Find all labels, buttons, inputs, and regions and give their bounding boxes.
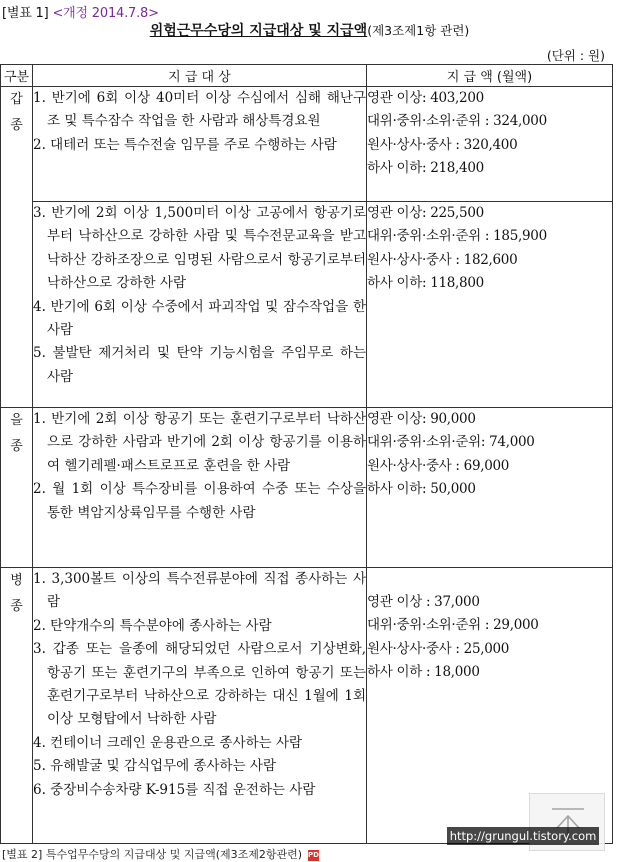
amount-line: 대위·중위·소위·준위: 74,000 <box>367 434 535 451</box>
target-cell <box>33 568 367 844</box>
target-item: 5. 유해발굴 및 감식업무에 종사하는 사람 <box>33 758 276 775</box>
amount-spacer <box>367 568 612 591</box>
group-label-gap <box>1 87 33 408</box>
target-cell <box>33 202 367 408</box>
group-label-char: 갑 종 <box>10 92 23 133</box>
target-item: 1. 반기에 6회 이상 40미터 이상 수심에서 심해 해난구조 및 특수잠수 작업을 한 사람과 해상특경요원 <box>33 90 366 130</box>
column-header-targets: 지 급 대 상 <box>33 65 367 87</box>
target-item: 6. 중장비수송차량 K-915를 직접 운전하는 사람 <box>33 781 316 798</box>
amount-line: 영관 이상: 90,000 <box>367 411 476 427</box>
target-item: 4. 컨테이너 크레인 운용관으로 종사하는 사람 <box>33 734 303 751</box>
amount-line: 하사 이하 : 18,000 <box>367 664 480 681</box>
target-item: 4. 반기에 6회 이상 수중에서 파괴작업 및 잠수작업을 한 사람 <box>33 298 366 339</box>
amount-line: 영관 이상: 403,200 <box>367 90 484 106</box>
next-appendix-link[interactable] <box>2 846 324 862</box>
allowance-table <box>0 64 613 844</box>
target-item: 5. 불발탄 제거처리 및 탄약 기능시험을 주임무로 하는 사람 <box>33 345 366 385</box>
amount-line: 대위·중위·소위·준위 : 324,000 <box>367 113 547 130</box>
page-title <box>0 20 619 40</box>
group-label-byeong <box>1 568 33 844</box>
pdf-icon[interactable]: PDF <box>308 850 324 859</box>
amount-cell <box>367 202 613 408</box>
revision-date: <개정 2014.7.8> <box>52 6 159 21</box>
amount-line: 대위·중위·소위·준위 : 29,000 <box>367 617 539 634</box>
amount-line: 하사 이하: 50,000 <box>367 481 476 498</box>
target-cell <box>33 408 367 568</box>
group-label-char: 병 종 <box>10 573 23 614</box>
column-header-category: 구분 <box>1 65 33 87</box>
amount-line: 하사 이하: 118,800 <box>367 275 484 292</box>
title-sub: (제3조제1항 관련) <box>367 23 470 38</box>
title-main: 위험근무수당의 지급대상 및 지급액 <box>149 23 368 39</box>
group-label-char: 을 종 <box>10 413 23 454</box>
target-item: 1. 3,300볼트 이상의 특수전류분야에 직접 종사하는 사람 <box>33 571 366 611</box>
target-item: 2. 대테러 또는 특수전술 임무를 주로 수행하는 사람 <box>33 136 337 153</box>
appendix-label: [별표 1] <box>2 6 49 21</box>
table-row <box>1 408 613 568</box>
next-appendix-text: [별표 2] 특수업무수당의 지급대상 및 지급액(제3조제2항관련) <box>2 848 303 861</box>
unit-label: (단위 : 원) <box>546 48 605 63</box>
table-row <box>1 87 613 202</box>
blog-watermark: http://grungul.tistory.com <box>447 827 599 845</box>
amount-cell <box>367 87 613 202</box>
target-item: 2. 월 1회 이상 특수장비를 이용하여 수중 또는 수상을 통한 벽암지상륙임무를 수행한 사람 <box>33 481 366 521</box>
amount-line: 영관 이상: 225,500 <box>367 205 484 221</box>
target-item: 3. 갑종 또는 을종에 해당되었던 사람으로서 기상변화, 항공기 또는 훈련기구의 부족으로 인하여 항공기 또는 훈련기구로부터 낙하산으로 강하하는 대신 1월에 1회 이상 모형탑에서 낙하한 사람 <box>33 641 366 728</box>
amount-line: 대위·중위·소위·준위 : 185,900 <box>367 228 547 245</box>
target-cell <box>33 87 367 202</box>
table-row <box>1 202 613 408</box>
amount-line: 원사·상사·중사 : 320,400 <box>367 136 518 153</box>
amount-cell <box>367 408 613 568</box>
amount-line: 원사·상사·중사 : 69,000 <box>367 457 510 474</box>
amount-line: 원사·상사·중사 : 182,600 <box>367 251 518 268</box>
amount-line: 영관 이상 : 37,000 <box>367 594 480 610</box>
column-header-amount: 지 급 액 (월액) <box>367 65 613 87</box>
group-label-eul <box>1 408 33 568</box>
target-item: 3. 반기에 2회 이상 1,500미터 이상 고공에서 항공기로부터 낙하산으로 강하한 사람 및 특수전문교육을 받고 낙하산 강하조장으로 임명된 사람으로서 항공기로부터 낙하산으로 강하한 사람 <box>33 205 366 292</box>
target-item: 1. 반기에 2회 이상 항공기 또는 훈련기구로부터 낙하산으로 강하한 사람과 반기에 2회 이상 항공기를 이용하여 헬기레펠·패스트로프로 훈련을 한 사람 <box>33 411 366 474</box>
target-item: 2. 탄약개수의 특수분야에 종사하는 사람 <box>33 617 272 634</box>
table-row <box>1 568 613 844</box>
amount-line: 원사·상사·중사 : 25,000 <box>367 640 510 657</box>
amount-line: 하사 이하: 218,400 <box>367 160 484 177</box>
table-header-row <box>1 65 613 87</box>
document-header <box>2 2 159 21</box>
